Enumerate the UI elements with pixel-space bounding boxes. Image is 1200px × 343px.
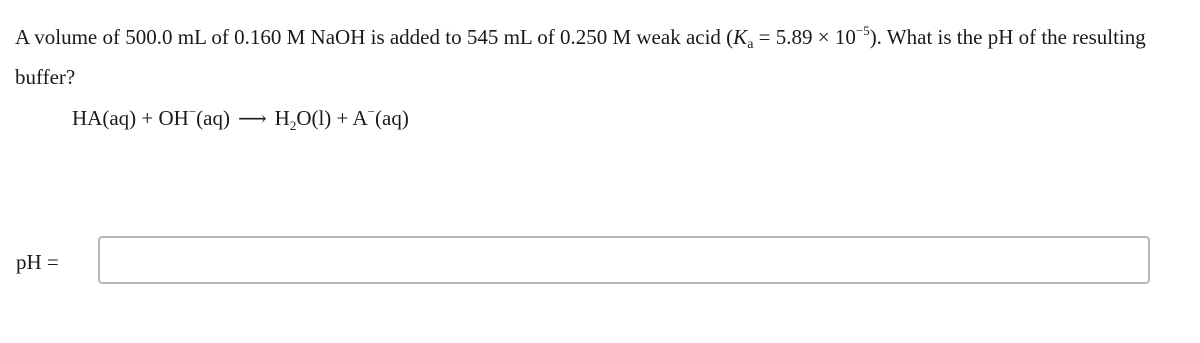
ka-symbol: K	[733, 25, 748, 49]
ph-label: pH =	[16, 250, 59, 274]
ph-answer-input[interactable]	[98, 236, 1150, 284]
ka-subscript: a	[747, 37, 754, 52]
question-part1: A volume of 500.0 mL of 0.160 M NaOH is added to 545 mL of 0.250 M weak acid (	[15, 25, 734, 49]
hydroxide-state: (aq)	[196, 106, 230, 130]
reaction-arrow-icon: ⟶	[237, 108, 267, 130]
conjugate-base-charge: −	[367, 104, 375, 119]
conjugate-base-state: (aq)	[375, 106, 409, 130]
water-h: H	[274, 106, 290, 130]
water-subscript: 2	[289, 118, 297, 133]
question-text	[15, 14, 1190, 94]
ka-exponent: −5	[855, 23, 870, 38]
hydroxide-charge: −	[188, 104, 197, 119]
question-part3: ). What is the pH of the resulting buffer?	[15, 25, 1146, 89]
reaction-equation	[72, 104, 409, 134]
question-part2: = 5.89 × 10	[753, 25, 856, 49]
answer-row	[16, 236, 1156, 288]
reactant-text: HA(aq) + OH	[72, 106, 189, 130]
product-text: O(l) + A	[296, 106, 368, 130]
